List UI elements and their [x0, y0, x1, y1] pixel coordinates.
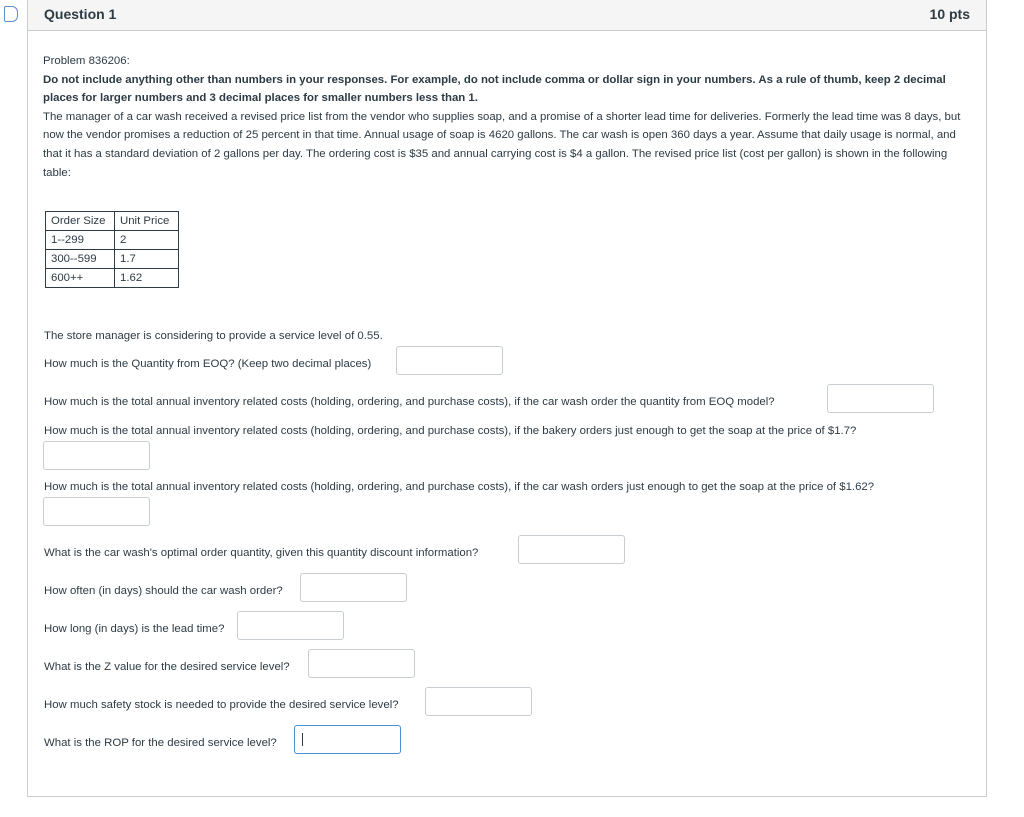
table-header-cell: Unit Price	[115, 212, 179, 231]
table-row	[46, 269, 179, 288]
answer-lead-time[interactable]	[237, 611, 344, 640]
answer-total-cost-1-7[interactable]	[43, 441, 150, 470]
table-header-cell: Order Size	[46, 212, 115, 231]
table-cell: 1.7	[115, 250, 179, 269]
scenario-text: The manager of a car wash received a revised price list from the vendor who supplies soap, and a promise of a shorter lead time for deliveries. Formerly the lead time was 8 days, but now the vendor promises a reduction of 25 percent in that time. Annual usage of soap is 4620 gallons. The car wash is open 360 days a year. Assume that daily usage is normal, and that it has a standard deviation of 2 gallons per day. The ordering cost is $35 and annual carrying cost is $4 a gallon. The revised price list (cost per gallon) is shown in the following table:	[43, 110, 961, 179]
prompt-total-cost-1-7: How much is the total annual inventory related costs (holding, ordering, and purchase costs), if the bakery orders just enough to get the soap at the price of $1.7?	[44, 425, 857, 437]
answer-order-frequency[interactable]	[300, 573, 407, 602]
text-cursor	[302, 733, 303, 746]
answer-rop[interactable]	[294, 725, 401, 754]
question-card	[27, 0, 987, 797]
prompt-safety-stock: How much safety stock is needed to provide the desired service level?	[44, 699, 399, 711]
table-header-row	[46, 212, 179, 231]
table-row	[46, 231, 179, 250]
answer-total-cost-eoq[interactable]	[827, 384, 934, 413]
prompt-lead-time: How long (in days) is the lead time?	[44, 623, 225, 635]
service-level-text: The store manager is considering to provide a service level of 0.55.	[44, 330, 383, 342]
answer-total-cost-1-62[interactable]	[43, 497, 150, 526]
prompt-order-frequency: How often (in days) should the car wash order?	[44, 585, 283, 597]
price-table	[45, 211, 179, 288]
answer-eoq-quantity[interactable]	[396, 346, 503, 375]
prompt-eoq-quantity: How much is the Quantity from EOQ? (Keep two decimal places)	[44, 358, 372, 370]
prompt-z-value: What is the Z value for the desired service level?	[44, 661, 290, 673]
question-text	[43, 52, 968, 182]
answer-z-value[interactable]	[308, 649, 415, 678]
prompt-total-cost-1-62: How much is the total annual inventory related costs (holding, ordering, and purchase costs), if the car wash orders just enough to get the soap at the price of $1.62?	[44, 481, 875, 493]
table-cell: 1.62	[115, 269, 179, 288]
answer-optimal-quantity[interactable]	[518, 535, 625, 564]
bookmark-flag-icon[interactable]	[4, 6, 18, 22]
question-header	[28, 0, 986, 31]
instruction-text: Do not include anything other than numbers in your responses. For example, do not include comma or dollar sign in your numbers. As a rule of thumb, keep 2 decimal places for larger numbers and 3 decimal places for smaller numbers less than 1.	[43, 73, 946, 105]
table-cell: 300--599	[46, 250, 115, 269]
question-points: 10 pts	[929, 6, 970, 22]
prompt-rop: What is the ROP for the desired service level?	[44, 737, 277, 749]
answer-safety-stock[interactable]	[425, 687, 532, 716]
table-row	[46, 250, 179, 269]
table-cell: 1--299	[46, 231, 115, 250]
table-cell: 2	[115, 231, 179, 250]
prompt-total-cost-eoq: How much is the total annual inventory related costs (holding, ordering, and purchase costs), if the car wash order the quantity from EOQ model?	[44, 396, 775, 408]
prompt-optimal-quantity: What is the car wash's optimal order quantity, given this quantity discount information?	[44, 547, 479, 559]
question-title: Question 1	[44, 6, 117, 22]
table-cell: 600++	[46, 269, 115, 288]
problem-id: Problem 836206:	[43, 55, 130, 67]
